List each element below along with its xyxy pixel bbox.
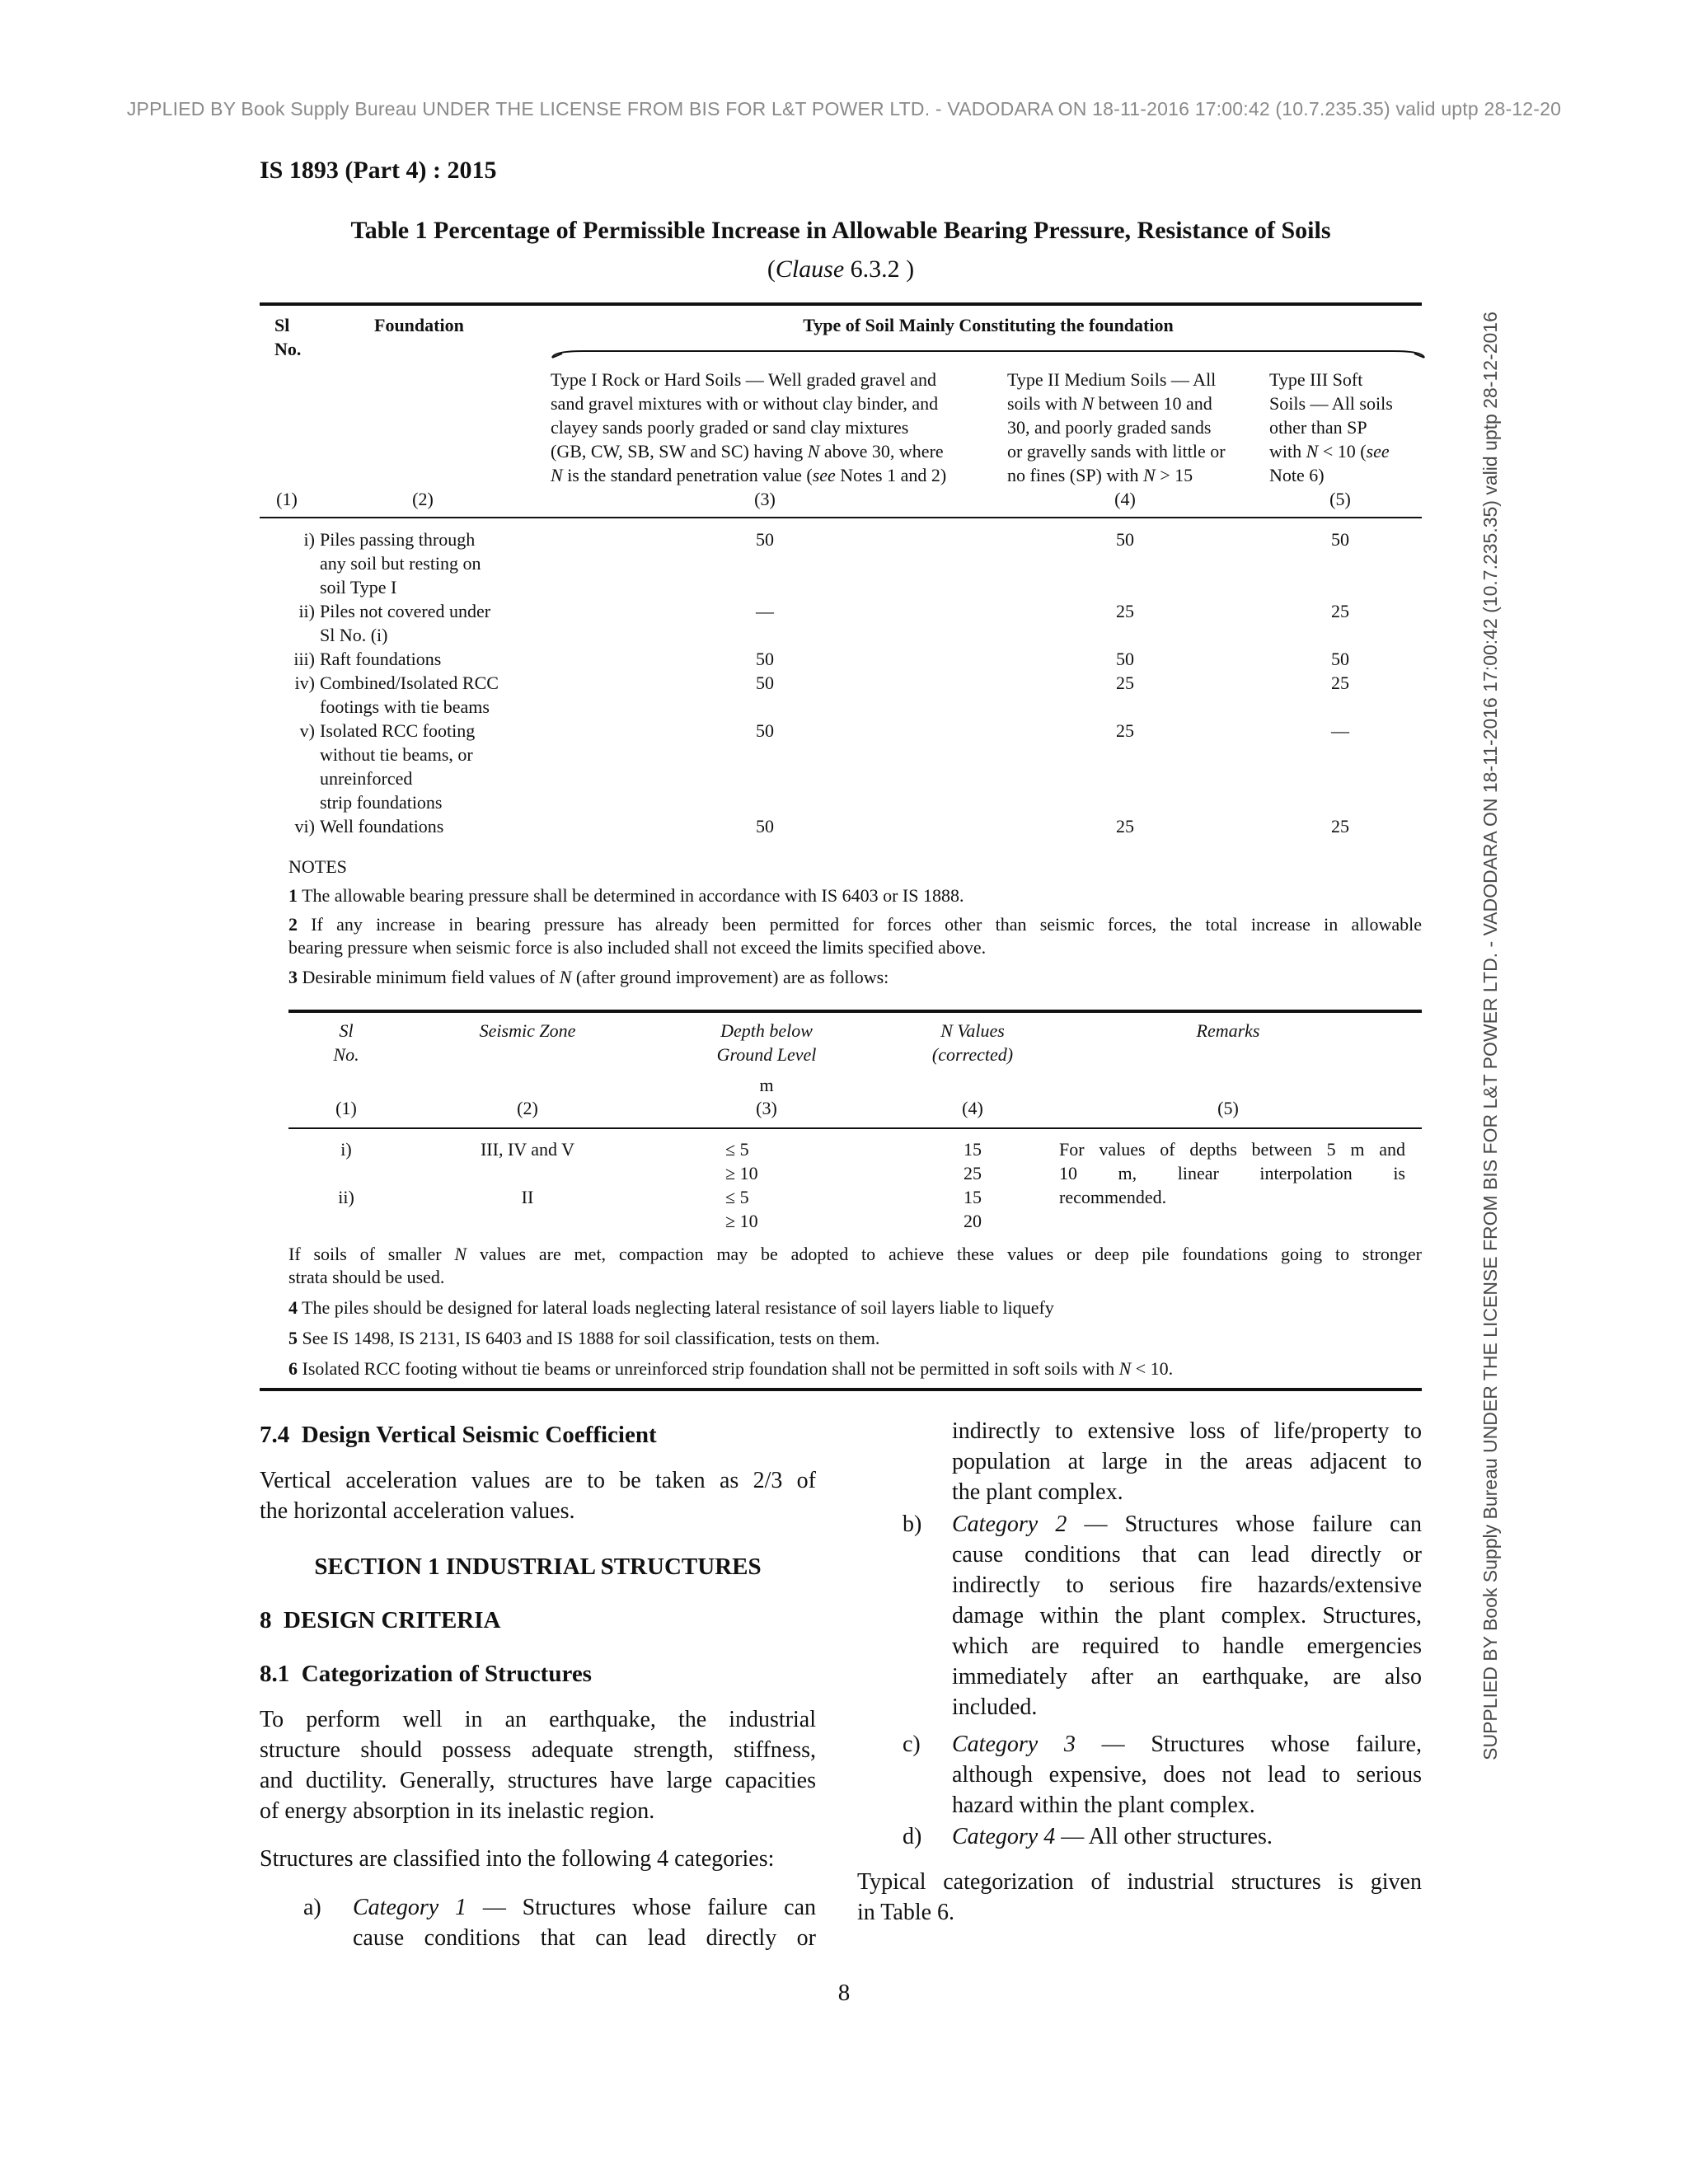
table2-remarks: For values of depths between 5 m and 10 m, linear interpolation is recommended. [1059, 1139, 1405, 1207]
category-c-label: c) [903, 1732, 921, 1757]
table1-row-type2: 25 [1116, 720, 1134, 741]
table1-bottom-rule [260, 1388, 1422, 1391]
table2-row-depths: ≤ 5 ≥ 10 [725, 1187, 758, 1231]
table1-row-sl: i) [303, 529, 315, 550]
table2-row-nvalues: 15 20 [964, 1187, 982, 1231]
table2-row-zone: II [521, 1187, 534, 1207]
document-header: IS 1893 (Part 4) : 2015 [260, 157, 497, 184]
table1-clause: (Clause 6.3.2 ) [767, 255, 915, 283]
category-b-text: Category 2 — Structures whose failure can cause conditions that can lead directly or indirectly to serious fire hazards/extensive damage within the plant complex. Structures, which are required to handle emergencies immediately after an earthquake, are also included. [952, 1511, 1422, 1720]
category-d-text: Category 4 — All other structures. [952, 1824, 1273, 1849]
table1-row-foundation: Well foundations [320, 816, 444, 837]
table2-header-depth: Depth below Ground Level [716, 1020, 817, 1065]
table1-row-type1: 50 [756, 673, 774, 693]
table2-header-depth-unit: m [759, 1075, 774, 1095]
table1-col-num-4: (4) [1114, 489, 1136, 509]
table1-row-sl: vi) [294, 816, 315, 837]
table1-title: Table 1 Percentage of Permissible Increase in Allowable Bearing Pressure, Resistance of Soils [350, 217, 1331, 244]
table1-row-foundation: Combined/Isolated RCC footings with tie beams [320, 673, 499, 717]
table1-row-sl: iv) [294, 673, 315, 693]
category-c-text: Category 3 — Structures whose failure, although expensive, does not lead to serious hazard within the plant complex. [952, 1732, 1422, 1818]
page-number: 8 [837, 1980, 851, 2006]
table1-row-type3: 50 [1331, 649, 1349, 669]
category-d-label: d) [903, 1824, 922, 1849]
table2-row-sl: i) [340, 1139, 352, 1160]
table1-row-type3: 25 [1331, 673, 1349, 693]
table1-row-type1: 50 [756, 720, 774, 741]
table1-top-rule [260, 302, 1422, 306]
table1-header-type2: Type II Medium Soils — All soils with N between 10 and 30, and poorly graded sands or gravelly sands with little or no fines (SP) with N > 15 [1007, 369, 1226, 485]
note-1: 1 The allowable bearing pressure shall be determined in accordance with IS 6403 or IS 1888. [288, 885, 964, 906]
table1-row-foundation: Raft foundations [320, 649, 442, 669]
header-span-brace [551, 345, 1426, 362]
section-1-heading: SECTION 1 INDUSTRIAL STRUCTURES [314, 1554, 762, 1580]
category-a-continued: indirectly to extensive loss of life/property to population at large in the areas adjacent to the plant complex. [952, 1418, 1422, 1505]
table1-row-type3: 50 [1331, 529, 1349, 550]
table2-header-remarks: Remarks [1196, 1020, 1260, 1041]
table1-header-soil-type: Type of Soil Mainly Constituting the foundation [803, 315, 1174, 335]
table1-row-type3: 25 [1331, 601, 1349, 621]
note-2: 2 If any increase in bearing pressure has already been permitted for forces other than seismic forces, the total increase in allowable bearing pressure when seismic force is also included shall not exceed the limits specified above. [288, 914, 1422, 958]
table1-row-type2: 25 [1116, 816, 1134, 837]
table1-row-sl: v) [299, 720, 315, 741]
category-a-text: Category 1 — Structures whose failure can cause conditions that can lead directly or [353, 1895, 816, 1951]
table2-row-zone: III, IV and V [480, 1139, 575, 1160]
table1-row-type1: 50 [756, 529, 774, 550]
table1-header-sl: Sl No. [274, 315, 302, 359]
table1-row-sl: ii) [298, 601, 315, 621]
typical-categorization-text: Typical categorization of industrial structures is given in Table 6. [857, 1869, 1422, 1925]
table2-top-rule [288, 1010, 1422, 1013]
table1-row-sl: iii) [293, 649, 315, 669]
table1-row-type1: — [756, 601, 774, 621]
section-8-1-heading: 8.1 Categorization of Structures [260, 1661, 592, 1687]
table2-col-num-5: (5) [1217, 1098, 1239, 1118]
table1-col-num-1: (1) [276, 489, 298, 509]
table2-header-sl: Sl No. [333, 1020, 359, 1065]
section-7-4-heading: 7.4 Design Vertical Seismic Coefficient [260, 1422, 657, 1448]
note-3: 3 Desirable minimum field values of N (after ground improvement) are as follows: [288, 967, 889, 987]
table1-row-type2: 50 [1116, 649, 1134, 669]
table2-col-num-1: (1) [335, 1098, 357, 1118]
table1-col-num-5: (5) [1329, 489, 1351, 509]
category-a-label: a) [303, 1895, 321, 1920]
table1-row-foundation: Piles passing through any soil but resting on soil Type I [320, 529, 481, 598]
table2-row-sl: ii) [338, 1187, 354, 1207]
license-watermark-top: JPPLIED BY Book Supply Bureau UNDER THE LICENSE FROM BIS FOR L&T POWER LTD. - VADODARA ON 18-11-2016 17:00:42 (10.7.235.35) valid uptp 28-12-20 [126, 98, 1562, 120]
section-7-4-text: Vertical acceleration values are to be taken as 2/3 of the horizontal acceleration values. [260, 1468, 816, 1524]
table1-row-type3: 25 [1331, 816, 1349, 837]
category-b-label: b) [903, 1511, 922, 1537]
categories-intro: Structures are classified into the following 4 categories: [260, 1846, 775, 1872]
table2-header-rule [288, 1127, 1422, 1129]
table1-row-type1: 50 [756, 649, 774, 669]
table1-row-type3: — [1331, 720, 1349, 741]
note-5: 5 See IS 1498, IS 2131, IS 6403 and IS 1888 for soil classification, tests on them. [288, 1328, 880, 1348]
table2-row-nvalues: 15 25 [964, 1139, 982, 1183]
note-3-continuation: If soils of smaller N values are met, compaction may be adopted to achieve these values or deep pile foundations going to stronger strata should be used. [288, 1244, 1422, 1287]
table1-row-type1: 50 [756, 816, 774, 837]
table1-row-foundation: Piles not covered under Sl No. (i) [320, 601, 491, 645]
section-8-heading: 8 DESIGN CRITERIA [260, 1607, 501, 1633]
table1-row-type2: 25 [1116, 673, 1134, 693]
table1-header-foundation: Foundation [374, 315, 464, 335]
note-4: 4 The piles should be designed for lateral loads neglecting lateral resistance of soil layers liable to liquefy [288, 1297, 1054, 1318]
section-8-1-paragraph: To perform well in an earthquake, the industrial structure should possess adequate strength, stiffness, and ductility. Generally, structures have large capacities of energy absorption in its inelastic region. [260, 1707, 816, 1824]
note-6: 6 Isolated RCC footing without tie beams or unreinforced strip foundation shall not be permitted in soft soils with N < 10. [288, 1358, 1174, 1379]
notes-heading: NOTES [288, 856, 347, 877]
table1-row-type2: 50 [1116, 529, 1134, 550]
table2-header-nvalues: N Values (corrected) [931, 1020, 1014, 1065]
table2-col-num-4: (4) [962, 1098, 983, 1118]
table1-row-foundation: Isolated RCC footing without tie beams, or unreinforced strip foundations [320, 720, 476, 813]
license-watermark-side: SUPPLIED BY Book Supply Bureau UNDER THE LICENSE FROM BIS FOR L&T POWER LTD. - VADODARA ON 18-11-2016 17:00:42 (10.7.235.35) valid uptp 28-12-2016 [1479, 312, 1501, 1760]
table1-header-type3: Type III Soft Soils — All soils other than SP with N < 10 (see Note 6) [1269, 369, 1393, 485]
table1-header-type1: Type I Rock or Hard Soils — Well graded gravel and sand gravel mixtures with or without clay binder, and clayey sands poorly graded or sand clay mixtures (GB, CW, SB, SW and SC) having N above 30, where N is the standard penetration value (see Notes 1 and 2) [551, 369, 947, 485]
table1-header-rule [260, 517, 1422, 518]
table2-col-num-2: (2) [517, 1098, 538, 1118]
table2-col-num-3: (3) [756, 1098, 777, 1118]
table2-header-zone: Seismic Zone [479, 1020, 576, 1041]
table1-row-type2: 25 [1116, 601, 1134, 621]
table1-col-num-3: (3) [754, 489, 776, 509]
table2-row-depths: ≤ 5 ≥ 10 [725, 1139, 758, 1183]
table1-col-num-2: (2) [412, 489, 434, 509]
